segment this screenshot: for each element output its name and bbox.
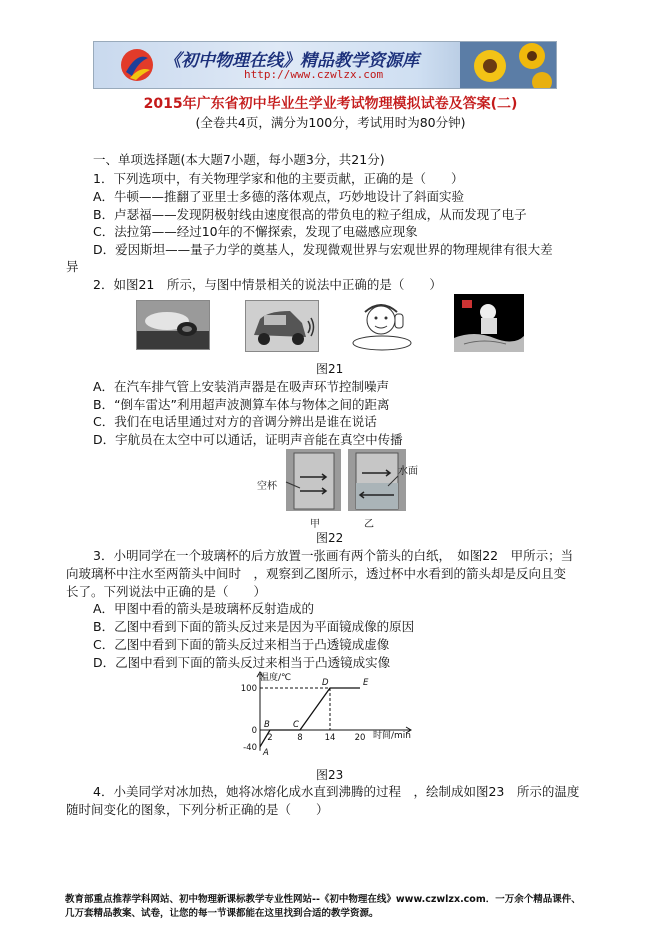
section-heading: 一、单项选择题(本大题7小题，每小题3分，共21分)	[93, 152, 385, 167]
q3-option-a: A．甲图中看的箭头是玻璃杯反射造成的	[93, 601, 315, 616]
chart-y-tick-label: -40	[243, 742, 257, 753]
chart-point-label: B	[264, 720, 270, 730]
footer-line2: 几万套精品教案、试卷，让您的每一节课都能在这里找到合适的教学资源。	[65, 908, 379, 919]
chart-xlabel: 时间/min	[373, 731, 412, 741]
q4-stem-line1: 4．小美同学对冰加热，她将冰熔化成水直到沸腾的过程 ，绘制成如图23 所示的温度	[93, 784, 580, 799]
footer-line1: 教育部重点推荐学科网站、初中物理新课标教学专业性网站--《初中物理在线》www.czwlzx.com．一万余个精品课件、	[65, 894, 581, 905]
q3-option-c: C．乙图中看到下面的箭头反过来相当于凸透镜成虚像	[93, 637, 390, 652]
q2-stem: 2．如图21 所示，与图中情景相关的说法中正确的是（ ）	[93, 277, 442, 292]
q2-option-b: B．“倒车雷达”利用超声波测算车体与物体之间的距离	[93, 397, 390, 412]
parking-radar-photo	[245, 300, 319, 352]
chart-point-label: A	[263, 747, 269, 758]
chart-y-tick-label: 0	[251, 726, 257, 736]
q1-option-a: A．牛顿——推翻了亚里士多德的落体观点，巧妙地设计了斜面实验	[93, 189, 465, 204]
document-subtitle: (全卷共4页，满分为100分，考试用时为80分钟)	[195, 115, 466, 130]
astronaut-photo	[454, 294, 524, 352]
chart-x-tick-label: 14	[324, 733, 336, 743]
fig21-caption: 图21	[316, 362, 344, 376]
site-logo-icon	[120, 48, 154, 82]
q1-option-b: B．卢瑟福——发现阴极射线由速度很高的带负电的粒子组成，从而发现了电子	[93, 207, 527, 222]
q2-option-a: A．在汽车排气管上安装消声器是在吸声环节控制噪声	[93, 379, 390, 394]
q1-stem: 1．下列选项中，有关物理学家和他的主要贡献，正确的是（ ）	[93, 171, 464, 186]
q4-stem-line2: 随时间变化的图象，下列分析正确的是（ ）	[66, 802, 329, 817]
fig23-caption: 图23	[316, 768, 344, 782]
q3-option-b: B．乙图中看到下面的箭头反过来是因为平面镜成像的原因	[93, 619, 415, 634]
phone-call-cartoon	[351, 298, 413, 352]
chart-point-label: D	[322, 678, 329, 688]
q3-stem-line3: 长了。下列说法中正确的是（ ）	[66, 584, 267, 599]
chart-ylabel: 温度/℃	[260, 673, 292, 683]
fig23-temperature-chart	[230, 668, 430, 764]
fig22-label-a: 甲	[310, 519, 320, 530]
banner-text: 《初中物理在线》精品教学资源库	[164, 51, 419, 71]
fig22-label-b: 乙	[364, 519, 374, 530]
fig22-pointer-lines	[270, 462, 410, 502]
q3-option-d: D．乙图中看到下面的箭头反过来相当于凸透镜成实像	[93, 655, 391, 670]
exhaust-muffler-photo	[136, 300, 210, 350]
sunflower-image	[460, 42, 556, 88]
document-title: 2015年广东省初中毕业生学业考试物理模拟试卷及答案(二)	[143, 96, 518, 112]
q1-option-c: C．法拉第——经过10年的不懈探索，发现了电磁感应现象	[93, 224, 418, 239]
q2-option-c: C．我们在电话里通过对方的音调分辨出是谁在说话	[93, 414, 377, 429]
header-banner	[93, 41, 557, 89]
chart-x-tick-label: 8	[297, 733, 303, 743]
q1-option-d-cont: 异	[66, 259, 79, 274]
q3-stem-line1: 3．小明同学在一个玻璃杯的后方放置一张画有两个箭头的白纸， 如图22 甲所示；当	[93, 548, 574, 563]
q1-option-d: D．爱因斯坦——量子力学的奠基人，发现微观世界与宏观世界的物理规律有很大差	[93, 242, 553, 257]
fig22-label-empty-cup: 空杯	[257, 481, 277, 492]
chart-point-label: E	[363, 678, 369, 688]
fig22-caption: 图22	[316, 531, 344, 545]
chart-point-label: C	[293, 720, 299, 730]
q2-option-d: D．宇航员在太空中可以通话，证明声音能在真空中传播	[93, 432, 403, 447]
chart-y-tick-label: 100	[240, 684, 257, 694]
page-footer	[65, 893, 581, 921]
fig22-label-water-surface: 水面	[398, 466, 418, 477]
chart-series-line	[260, 688, 360, 747]
q3-stem-line2: 向玻璃杯中注水至两箭头中间时 ，观察到乙图所示，透过杯中水看到的箭头却是反向且变	[66, 566, 567, 581]
chart-x-tick-label: 2	[267, 733, 273, 743]
chart-x-tick-label: 20	[354, 733, 366, 743]
banner-url[interactable]: http://www.czwlzx.com	[244, 68, 384, 81]
